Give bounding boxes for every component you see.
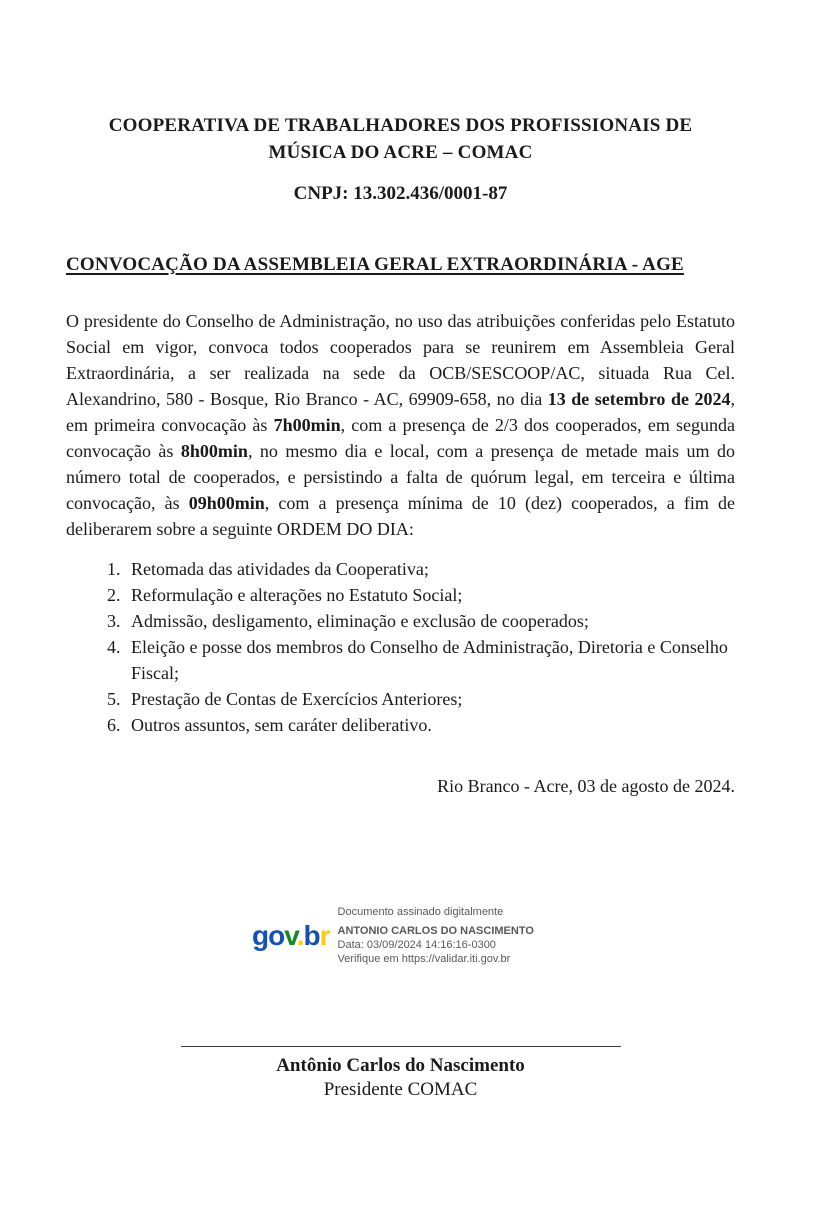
body-text-segment: , em primeira convocação às (66, 389, 735, 435)
signature-block (66, 1046, 735, 1102)
body-text-segment: , no mesmo dia e local, com a presença de metade mais um do número total de cooperados, e persistindo a falta de quórum legal, em terceira e última convocação, às (66, 441, 735, 513)
org-name (66, 112, 735, 166)
stamp-date: Data: 03/09/2024 14:16:16-0300 (337, 939, 496, 951)
stamp-text-block (338, 905, 534, 966)
signatory-name: Antônio Carlos do Nascimento (276, 1055, 525, 1076)
agenda-item: 3. Admissão, desligamento, eliminação e exclusão de cooperados; (125, 608, 735, 634)
body-text-segment: O presidente do Conselho de Administração, no uso das atribuições conferidas pelo Estatuto Social em vigor, convoca todos cooperados para se reunirem em Assembleia Geral Extraordinária, a ser realizada na sede da OCB/SESCOOP/AC, situada Rua Cel. Alexandrino, 580 - Bosque, Rio Branco - AC, 69909-658, no dia (66, 311, 735, 409)
agenda-item: 1. Retomada das atividades da Cooperativa; (125, 556, 735, 582)
body-bold-segment: 7h00min (273, 415, 341, 435)
agenda-item: 4. Eleição e posse dos membros do Conselho de Administração, Diretoria e Conselho Fiscal; (125, 634, 735, 686)
body-text-segment: , com a presença de 2/3 dos cooperados, em segunda convocação às (66, 415, 735, 461)
body-bold-segment: 09h00min (188, 493, 265, 513)
agenda-item: 6. Outros assuntos, sem caráter deliberativo. (125, 712, 735, 738)
org-name-line-1: COOPERATIVA DE TRABALHADORES DOS PROFISSIONAIS DE (108, 115, 693, 136)
convocation-heading: CONVOCAÇÃO DA ASSEMBLEIA GERAL EXTRAORDINÁRIA - AGE (66, 254, 684, 275)
digital-signature-stamp (252, 905, 735, 966)
cnpj-line: CNPJ: 13.302.436/0001-87 (293, 183, 508, 204)
govbr-logo: gov.br (252, 919, 330, 951)
place-date-line: Rio Branco - Acre, 03 de agosto de 2024. (437, 776, 735, 796)
signatory-role: Presidente COMAC (323, 1079, 478, 1100)
agenda-item: 5. Prestação de Contas de Exercícios Anteriores; (125, 686, 735, 712)
body-text-segment: , com a presença mínima de 10 (dez) cooperados, a fim de deliberarem sobre a seguinte ORDEM DO DIA: (66, 493, 735, 539)
org-name-line-2: MÚSICA DO ACRE – COMAC (268, 142, 533, 163)
agenda-item: 2. Reformulação e alterações no Estatuto Social; (125, 582, 735, 608)
body-paragraph (66, 308, 735, 542)
body-bold-segment: 13 de setembro de 2024 (547, 389, 731, 409)
body-bold-segment: 8h00min (180, 441, 248, 461)
stamp-signed-label: Documento assinado digitalmente (337, 906, 504, 918)
document-header (66, 112, 735, 205)
agenda-list (66, 556, 735, 738)
signature-line (181, 1046, 621, 1047)
stamp-verify-url: Verifique em https://validar.iti.gov.br (337, 953, 511, 965)
stamp-signer-name: ANTONIO CARLOS DO NASCIMENTO (337, 925, 534, 937)
